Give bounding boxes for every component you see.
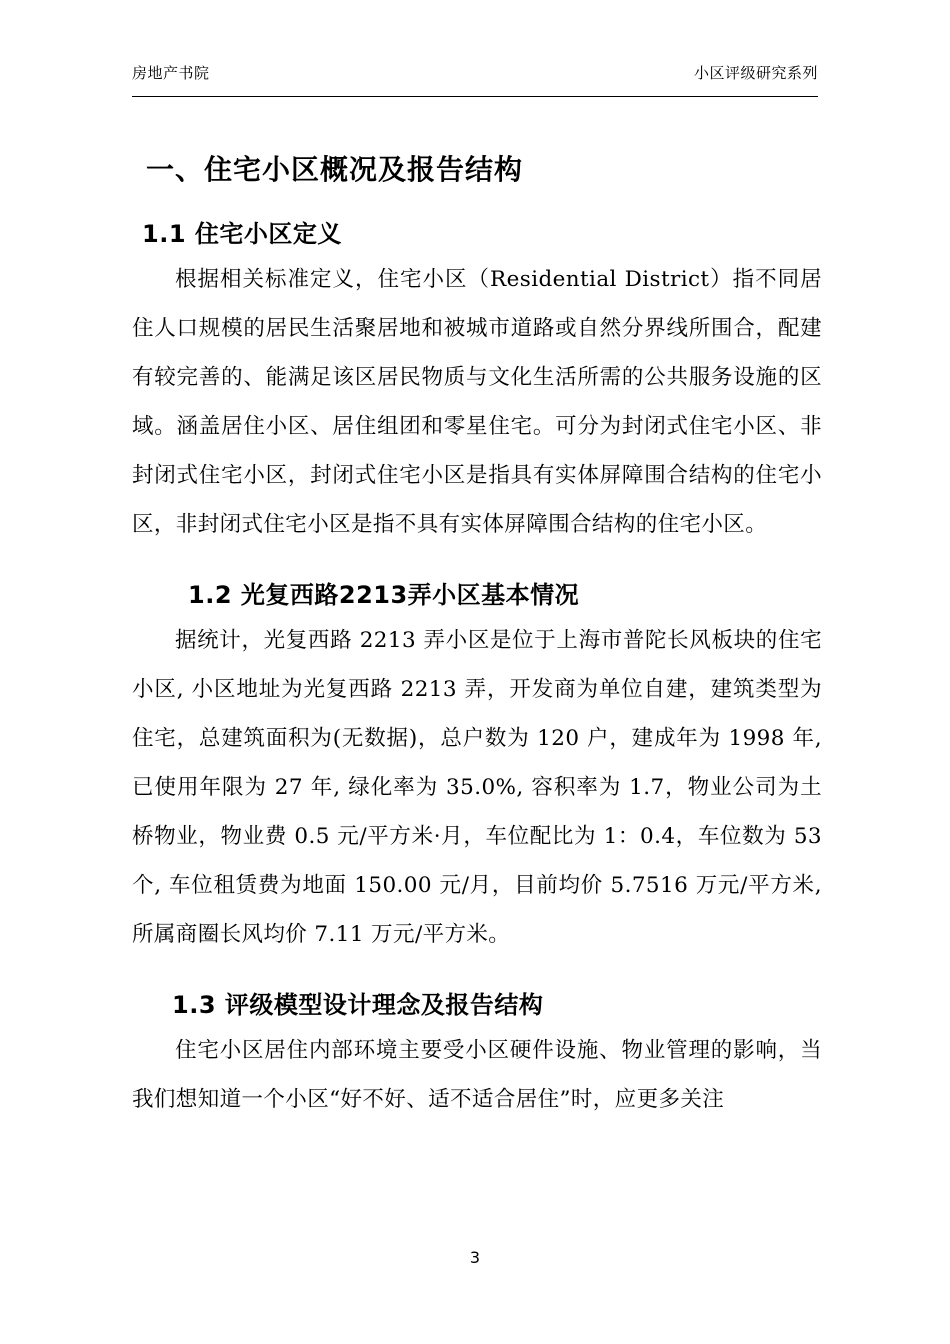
section-heading-1-3: 1.3 评级模型设计理念及报告结构	[172, 991, 544, 1019]
document-body	[132, 120, 822, 1124]
section-heading-1-2: 1.2 光复西路2213弄小区基本情况	[188, 581, 580, 609]
section-paragraph-1-3: 住宅小区居住内部环境主要受小区硬件设施、物业管理的影响，当我们想知道一个小区“好不好、适不适合居住”时，应更多关注	[132, 1038, 822, 1112]
running-header	[132, 62, 818, 83]
header-divider	[132, 96, 818, 97]
page-number: 3	[469, 1248, 481, 1267]
section-paragraph-1-2: 据统计，光复西路 2213 弄小区是位于上海市普陀长风板块的住宅小区, 小区地址为光复西路 2213 弄，开发商为单位自建，建筑类型为住宅，总建筑面积为(无数据)，总户数为 120 户，建成年为 1998 年, 已使用年限为 27 年, 绿化率为 35.0%, 容积率为 1.7，物业公司为土桥物业，物业费 0.5 元/平方米·月，车位配比为 1：0.4，车位数为 53 个, 车位租赁费为地面 150.00 元/月，目前均价 5.7516 万元/平方米, 所属商圈长风均价 7.11 万元/平方米。	[132, 628, 822, 947]
chapter-heading: 一、住宅小区概况及报告结构	[146, 153, 524, 186]
section-paragraph-1-1: 根据相关标准定义，住宅小区（Residential District）指不同居住人口规模的居民生活聚居地和被城市道路或自然分界线所围合，配建有较完善的、能满足该区居民物质与文化生活所需的公共服务设施的区域。涵盖居住小区、居住组团和零星住宅。可分为封闭式住宅小区、非封闭式住宅小区，封闭式住宅小区是指具有实体屏障围合结构的住宅小区，非封闭式住宅小区是指不具有实体屏障围合结构的住宅小区。	[132, 267, 822, 537]
header-left-text: 房地产书院	[132, 64, 210, 82]
section-heading-1-1: 1.1 住宅小区定义	[142, 220, 342, 248]
header-right-text: 小区评级研究系列	[693, 64, 818, 82]
